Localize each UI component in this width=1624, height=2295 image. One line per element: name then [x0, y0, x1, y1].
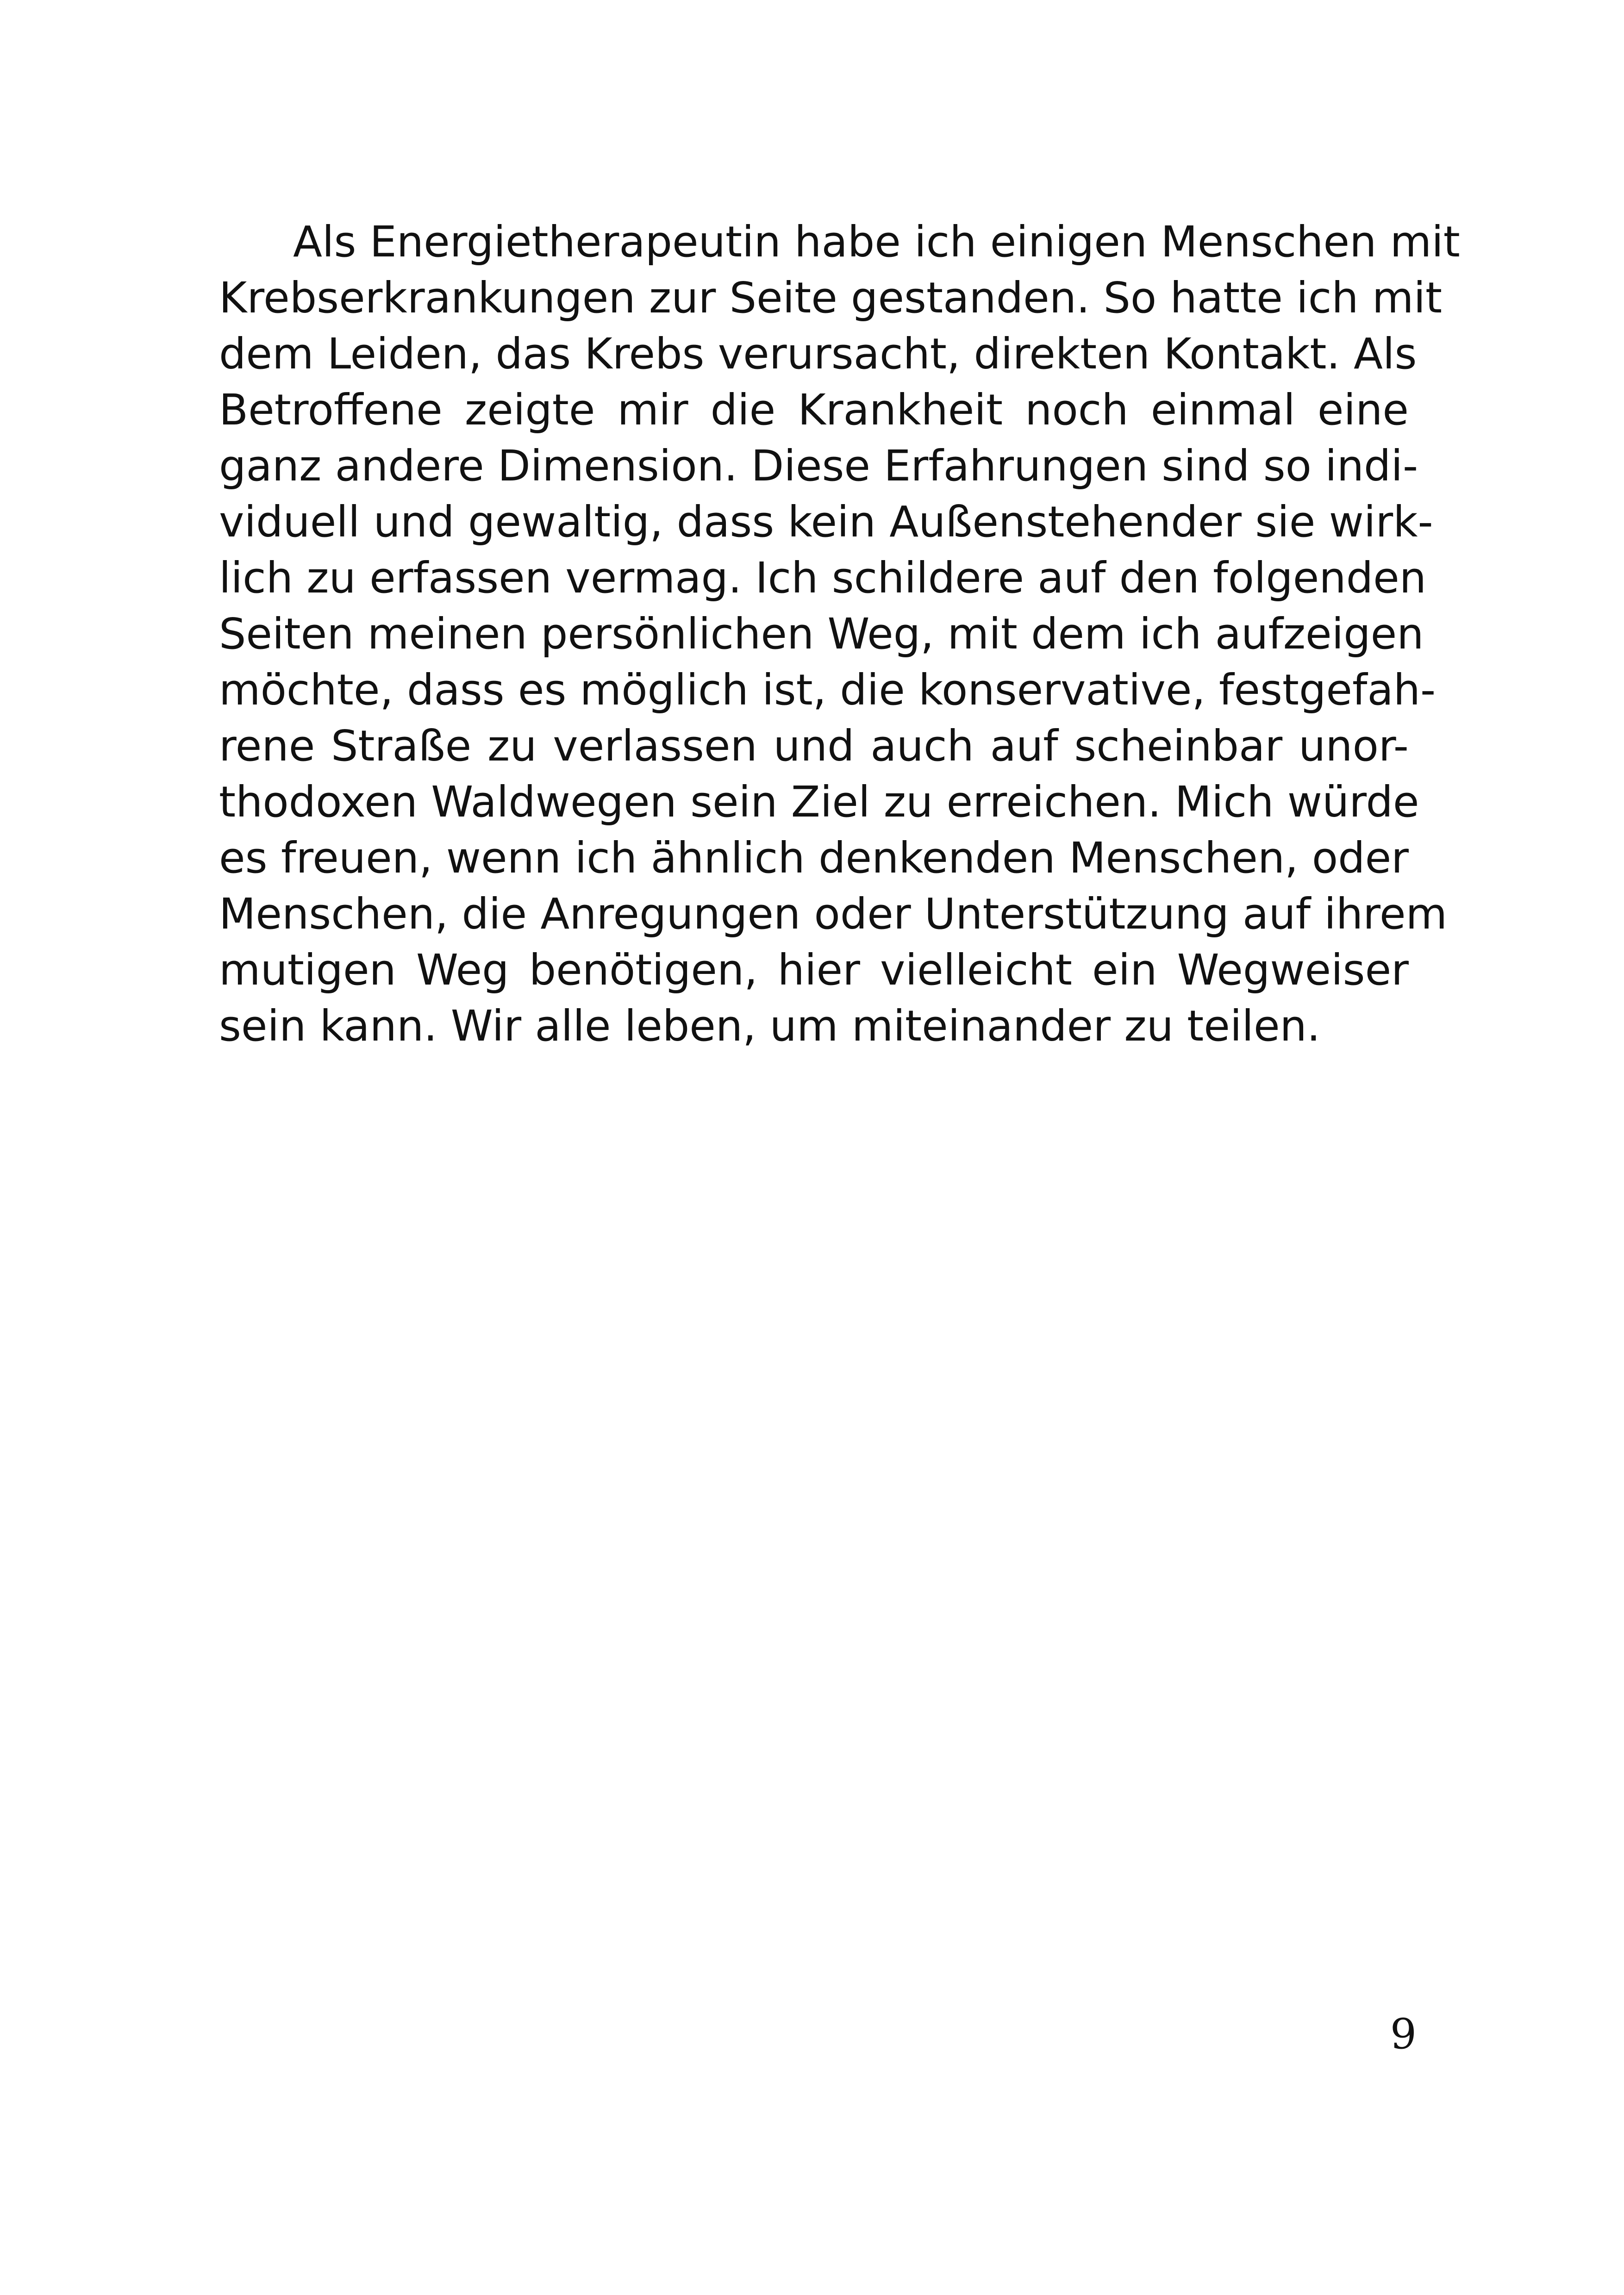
paragraph-line: viduell und gewaltig, dass kein Außenstehender sie wirk-: [219, 497, 1433, 547]
paragraph-line: Betroffene zeigte mir die Krankheit noch einmal eine: [219, 385, 1409, 435]
paragraph-line: Menschen, die Anregungen oder Unterstützung auf ihrem: [219, 889, 1448, 939]
paragraph-line: ganz andere Dimension. Diese Erfahrungen sind so indi-: [219, 441, 1418, 491]
paragraph-line: dem Leiden, das Krebs verursacht, direkten Kontakt. Als: [219, 329, 1417, 379]
paragraph-line: Als Energietherapeutin habe ich einigen Menschen mit: [293, 217, 1460, 267]
paragraph-line: mutigen Weg benötigen, hier vielleicht ein Wegweiser: [219, 945, 1409, 995]
paragraph-line: thodoxen Waldwegen sein Ziel zu erreichen. Mich würde: [219, 777, 1419, 827]
body-paragraph: [219, 214, 1460, 1054]
paragraph-line: lich zu erfassen vermag. Ich schildere auf den folgenden: [219, 553, 1427, 603]
paragraph-line: Krebserkrankungen zur Seite gestanden. So hatte ich mit: [219, 273, 1443, 323]
paragraph-line: möchte, dass es möglich ist, die konservative, festgefah-: [219, 665, 1436, 715]
paragraph-line: es freuen, wenn ich ähnlich denkenden Menschen, oder: [219, 833, 1409, 883]
paragraph-line: Seiten meinen persönlichen Weg, mit dem ich aufzeigen: [219, 609, 1424, 659]
paragraph-last-line: sein kann. Wir alle leben, um miteinander zu teilen.: [219, 1001, 1321, 1051]
page-number: 9: [1390, 2010, 1417, 2058]
paragraph-line: rene Straße zu verlassen und auch auf scheinbar unor-: [219, 721, 1409, 771]
